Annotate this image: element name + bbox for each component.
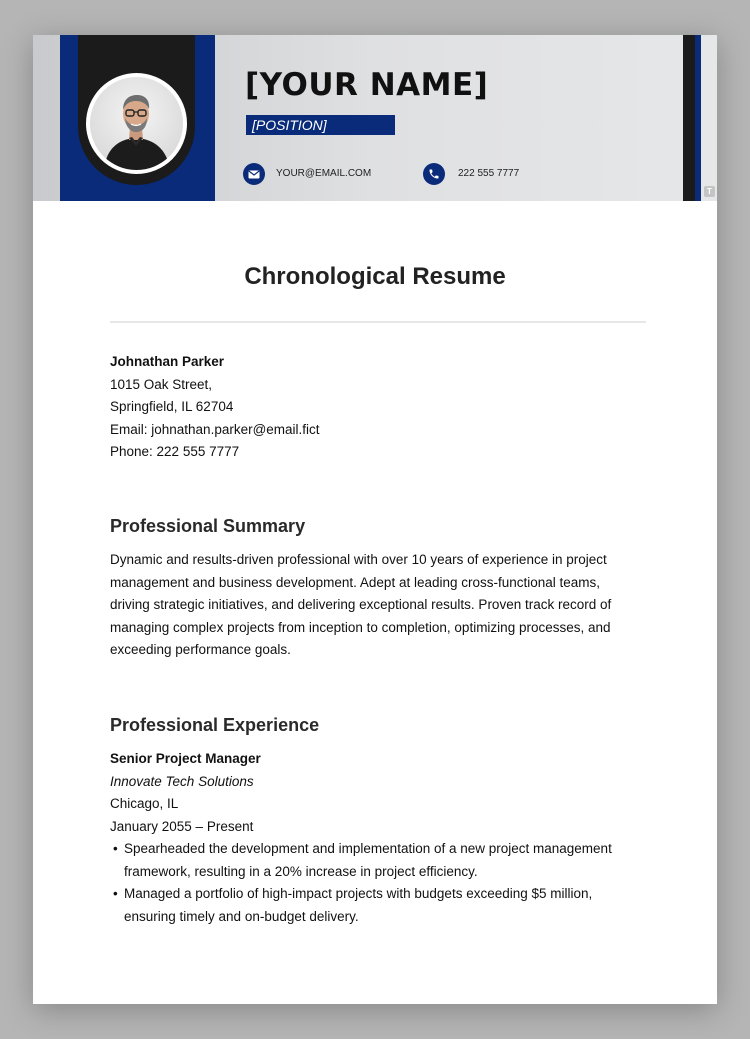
header-phone: 222 555 7777 — [458, 168, 520, 179]
job-title: Senior Project Manager — [110, 751, 261, 766]
bullet-line: Spearheaded the development and implementation of a new project management — [124, 841, 612, 856]
title-divider — [110, 321, 646, 323]
job-company: Innovate Tech Solutions — [110, 773, 254, 789]
bullet-dot: • — [113, 841, 118, 856]
contact-email: Email: johnathan.parker@email.fict — [110, 421, 320, 437]
list-item — [110, 838, 650, 883]
contact-phone: Phone: 222 555 7777 — [110, 444, 240, 459]
summary-line: management and business development. Adept at leading cross-functional teams, — [110, 574, 601, 590]
document-title: Chronological Resume — [244, 263, 506, 290]
job-dates: January 2055 – Present — [110, 818, 254, 834]
profile-photo — [90, 77, 183, 170]
right-accent-bar-black — [683, 35, 695, 201]
header-email: YOUR@EMAIL.COM — [276, 168, 372, 179]
summary-paragraph — [110, 549, 635, 662]
envelope-icon — [243, 163, 265, 185]
summary-heading: Professional Summary — [110, 516, 306, 536]
header-name: [YOUR NAME] — [245, 67, 489, 103]
person-avatar-icon — [90, 77, 183, 170]
header-position: [POSITION] — [246, 115, 395, 135]
template-tag-icon[interactable]: T — [704, 186, 715, 197]
phone-icon — [423, 163, 445, 185]
contact-name: Johnathan Parker — [110, 354, 225, 369]
job-location: Chicago, IL — [110, 796, 179, 811]
profile-photo-frame — [86, 73, 187, 174]
summary-line: driving strategic initiatives, and delivering exceptional results. Proven track record of — [110, 597, 612, 612]
resume-page — [33, 35, 717, 1004]
bullet-dot: • — [113, 886, 118, 901]
header-banner — [33, 35, 717, 201]
job-achievements-list — [110, 838, 650, 928]
contact-address-line2: Springfield, IL 62704 — [110, 399, 234, 414]
experience-heading: Professional Experience — [110, 715, 320, 735]
summary-line: Dynamic and results-driven professional with over 10 years of experience in project — [110, 552, 607, 567]
summary-line: exceeding performance goals. — [110, 642, 291, 657]
summary-line: managing complex projects from inception to completion, optimizing processes, and — [110, 619, 611, 635]
list-item — [110, 883, 650, 928]
bullet-line: Managed a portfolio of high-impact projects with budgets exceeding $5 million, — [124, 886, 593, 901]
right-accent-bar-navy — [695, 35, 701, 201]
bullet-line: ensuring timely and on-budget delivery. — [124, 908, 359, 924]
bullet-line: framework, resulting in a 20% increase in project efficiency. — [124, 863, 478, 879]
contact-address-line1: 1015 Oak Street, — [110, 376, 213, 392]
